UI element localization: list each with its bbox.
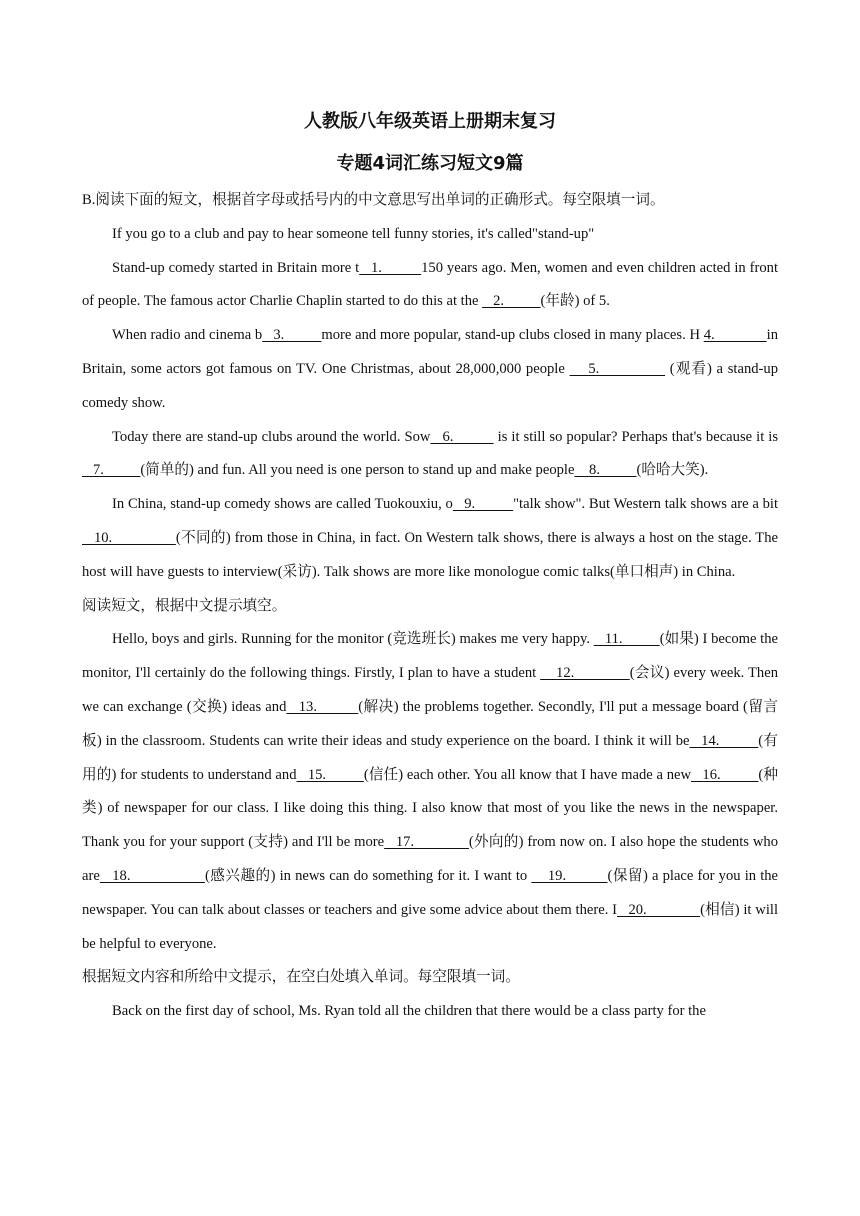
passage-text: Today there are stand-up clubs around the world. Sow	[112, 428, 431, 445]
passage-text: (观看) a stand-up comedy show.	[82, 360, 778, 411]
answer-blank[interactable]: 16.	[691, 766, 759, 783]
answer-blank[interactable]: 7.	[82, 462, 141, 479]
passage-text: (感兴趣的) in news can do something for it. I want to	[204, 867, 532, 884]
answer-blank[interactable]: 15.	[296, 766, 364, 783]
passage-paragraph	[82, 995, 778, 1029]
passage-text: (哈哈大笑).	[636, 462, 709, 479]
passage-text: (简单的) and fun. All you need is one person to stand up and make people	[140, 462, 575, 479]
answer-blank[interactable]: 8.	[574, 462, 637, 479]
passage-text: more and more popular, stand-up clubs closed in many places. H	[321, 327, 704, 344]
answer-blank[interactable]: 10.	[82, 529, 176, 546]
passage-text: 150 years ago. Men, women and even children acted in front of people. The famous actor Charlie Chaplin started to do this at the	[82, 259, 779, 310]
passage-text: In China, stand-up comedy shows are called Tuokouxiu, o	[112, 496, 453, 513]
answer-blank[interactable]: 2.	[482, 293, 541, 310]
passage-text: (解决) the problems together. Secondly, I'll put a message board (留言板) in the classroom. Students can write their ideas and study experience on the board. I think it will be	[82, 698, 779, 749]
answer-blank[interactable]: 3.	[262, 327, 322, 344]
answer-blank[interactable]: 12.	[540, 665, 630, 682]
document-subtitle: 专题4词汇练习短文9篇	[336, 153, 524, 174]
passage-text: (相信) it will be helpful to everyone.	[82, 901, 778, 952]
answer-blank[interactable]: 14.	[689, 732, 759, 749]
passage-paragraph	[82, 421, 778, 489]
passage-text: 阅读短文，根据中文提示填空。	[82, 597, 287, 614]
passage-text: (不同的) from those in China, in fact. On Western talk shows, there is always a host on the stage. The host will have guests to interview(采访). Talk shows are more like monologue comic talks(单口相声) in China.	[82, 529, 778, 580]
passage-text: (保留) a place for you in the newspaper. You can talk about classes or teachers and give some advice about them there. I	[82, 867, 779, 918]
passage-text: (种类) of newspaper for our class. I like doing this thing. I also know that most of you like the news in the newspaper. Thank you for your support (支持) and I'll be more	[82, 766, 779, 851]
answer-blank[interactable]: 17.	[384, 834, 469, 851]
passage-text: If you go to a club and pay to hear someone tell funny stories, it's called"stand-up"	[112, 225, 595, 242]
section-instruction	[82, 590, 778, 624]
passage-paragraph	[82, 252, 778, 320]
answer-blank[interactable]: 5.	[569, 360, 666, 377]
passage-text: Stand-up comedy started in Britain more t	[112, 259, 360, 276]
answer-blank[interactable]: 11.	[593, 631, 660, 648]
answer-blank[interactable]: 19.	[531, 867, 608, 884]
title-block	[82, 0, 778, 174]
passage-paragraph	[82, 319, 778, 420]
passage-paragraph	[82, 623, 778, 961]
passage-text: (如果) I become the monitor, I'll certainly do the following things. Firstly, I plan to have a student	[82, 631, 778, 682]
passage-text: (年龄) of 5.	[540, 293, 610, 310]
passage-paragraph	[82, 218, 778, 252]
passage-text: Back on the first day of school, Ms. Ryan told all the children that there would be a class party for the	[112, 1003, 706, 1020]
section-instruction	[82, 961, 778, 995]
answer-blank[interactable]: 4.	[703, 327, 767, 344]
passage-text: "talk show". But Western talk shows are a bit	[513, 496, 779, 513]
passage-text: (外向的) from now on. I also hope the students who are	[82, 834, 779, 884]
answer-blank[interactable]: 6.	[430, 428, 494, 445]
passage-text: 根据短文内容和所给中文提示，在空白处填入单词。每空限填一词。	[82, 969, 520, 986]
answer-blank[interactable]: 13.	[286, 698, 359, 715]
passage-text: Hello, boys and girls. Running for the monitor (竞选班长) makes me very happy.	[112, 631, 594, 648]
answer-blank[interactable]: 9.	[452, 496, 514, 513]
passage-text: in Britain, some actors got famous on TV. One Christmas, about 28,000,000 people	[82, 327, 779, 377]
passage-text: is it still so popular? Perhaps that's because it is	[493, 428, 778, 445]
section-instruction	[82, 184, 778, 218]
passage-text: (有用的) for students to understand and	[82, 732, 778, 783]
passage-text: (信任) each other. You all know that I have made a new	[363, 766, 692, 783]
answer-blank[interactable]: 20.	[617, 901, 701, 918]
passage-text: (会议) every week. Then we can exchange (交换) ideas and	[82, 665, 778, 715]
document-body	[82, 184, 778, 1029]
passage-text: B.阅读下面的短文，根据首字母或括号内的中文意思写出单词的正确形式。每空限填一词。	[82, 192, 665, 208]
document-title: 人教版八年级英语上册期末复习	[304, 111, 556, 132]
passage-paragraph	[82, 488, 778, 589]
answer-blank[interactable]: 1.	[359, 259, 422, 276]
answer-blank[interactable]: 18.	[99, 867, 205, 884]
passage-text: When radio and cinema b	[112, 327, 263, 344]
